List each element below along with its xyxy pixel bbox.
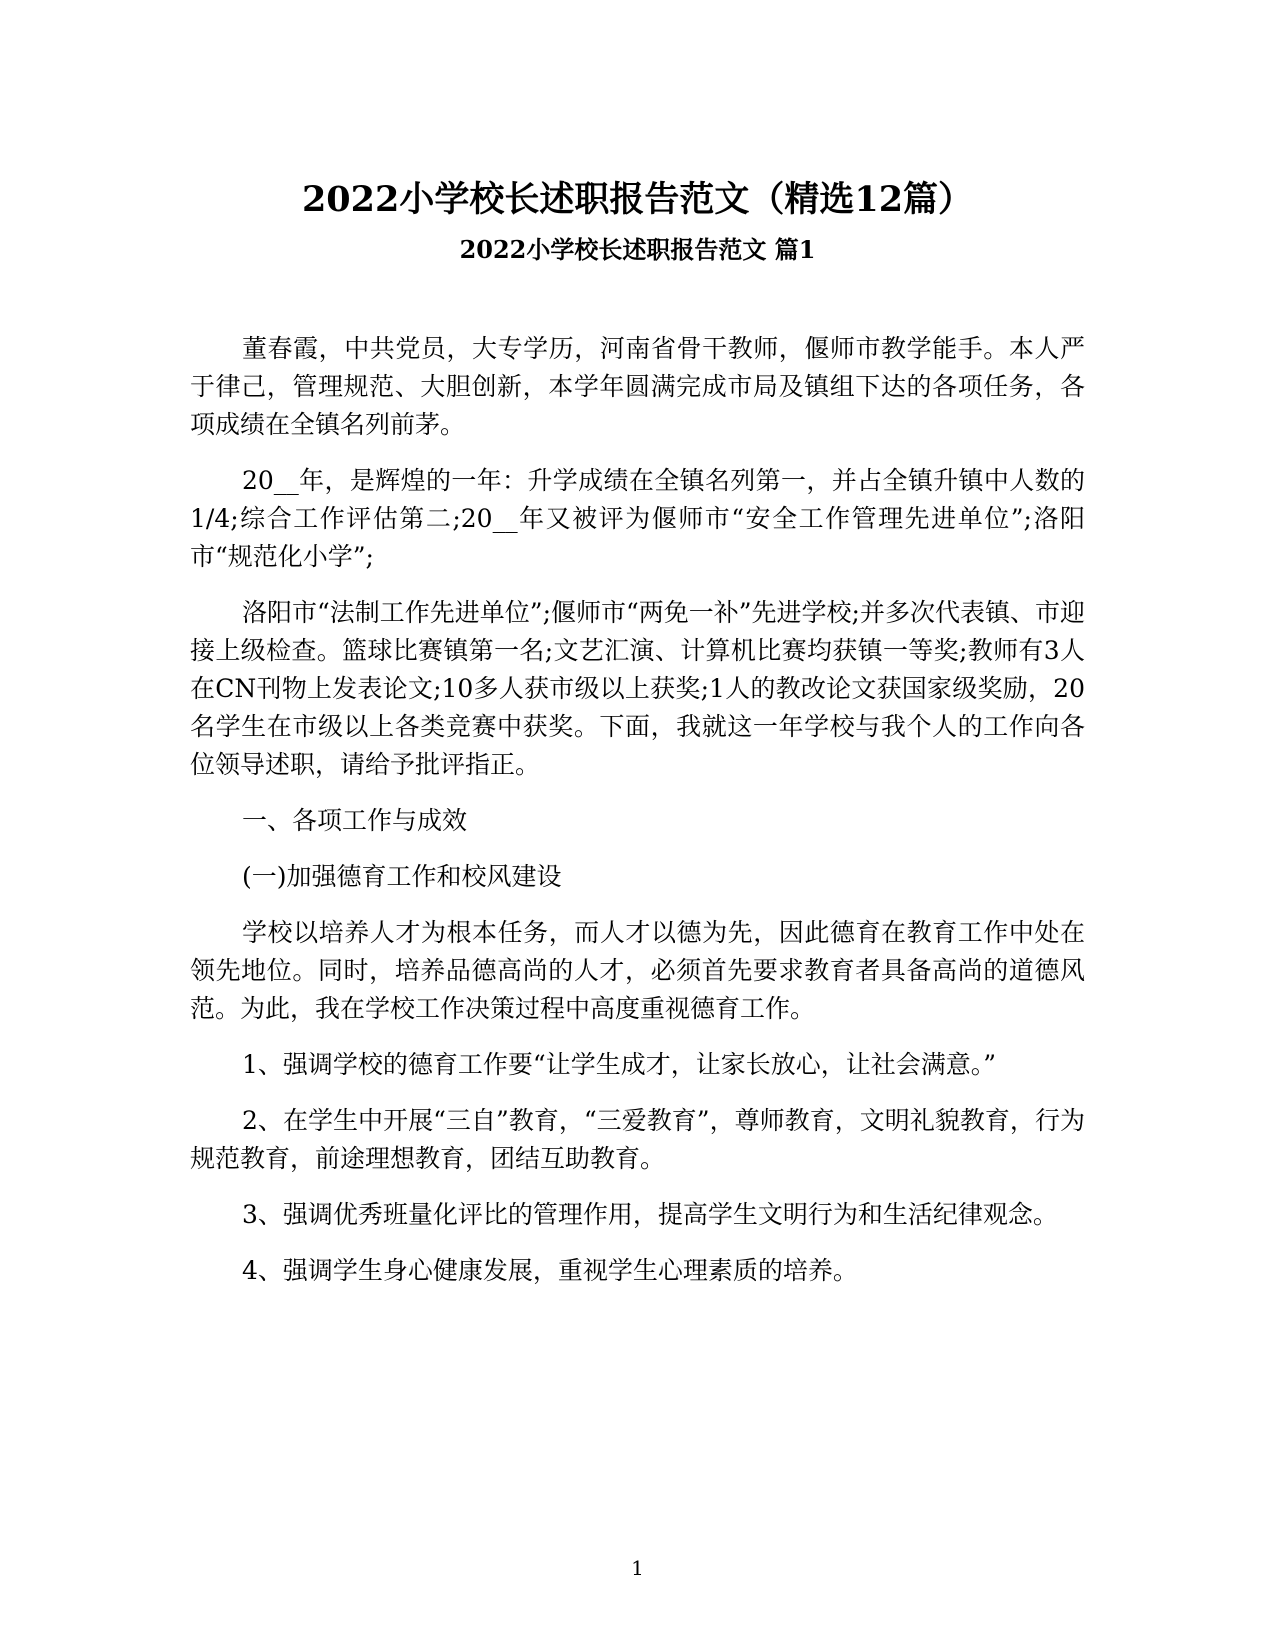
- paragraph-intro: 董春霞，中共党员，大专学历，河南省骨干教师，偃师市教学能手。本人严于律己，管理规范、大胆创新，本学年圆满完成市局及镇组下达的各项任务，各项成绩在全镇名列前茅。: [190, 334, 1085, 439]
- paragraph-achievements: 20__年，是辉煌的一年：升学成绩在全镇名列第一，并占全镇升镇中人数的1/4;综合工作评估第二;20__年又被评为偃师市“安全工作管理先进单位”;洛阳市“规范化小学”;: [190, 466, 1085, 571]
- section-title: 2022小学校长述职报告范文 篇1: [459, 235, 816, 264]
- heading-work-results: 一、各项工作与成效: [242, 806, 468, 835]
- list-item-3: 3、强调优秀班量化评比的管理作用，提高学生文明行为和生活纪律观念。: [242, 1200, 1058, 1229]
- paragraph-honors: 洛阳市“法制工作先进单位”;偃师市“两免一补”先进学校;并多次代表镇、市迎接上级检查。篮球比赛镇第一名;文艺汇演、计算机比赛均获镇一等奖;教师有3人在CN刊物上发表论文;10多人获市级以上获奖;1人的教改论文获国家级奖励，20名学生在市级以上各类竞赛中获奖。下面，我就这一年学校与我个人的工作向各位领导述职，请给予批评指正。: [190, 598, 1085, 779]
- paragraph-moral-education: 学校以培养人才为根本任务，而人才以德为先，因此德育在教育工作中处在领先地位。同时，培养品德高尚的人才，必须首先要求教育者具备高尚的道德风范。为此，我在学校工作决策过程中高度重视德育工作。: [190, 918, 1085, 1023]
- list-item-2: 2、在学生中开展“三自”教育，“三爱教育”，尊师教育，文明礼貌教育，行为规范教育，前途理想教育，团结互助教育。: [190, 1106, 1085, 1173]
- list-item-4: 4、强调学生身心健康发展，重视学生心理素质的培养。: [242, 1256, 858, 1285]
- document-title: 2022小学校长述职报告范文（精选12篇）: [301, 179, 974, 220]
- page-number: 1: [631, 1556, 644, 1580]
- heading-moral-education: (一)加强德育工作和校风建设: [242, 862, 562, 891]
- document-body: [190, 330, 1085, 1308]
- list-item-1: 1、强调学校的德育工作要“让学生成才，让家长放心，让社会满意。”: [242, 1050, 996, 1079]
